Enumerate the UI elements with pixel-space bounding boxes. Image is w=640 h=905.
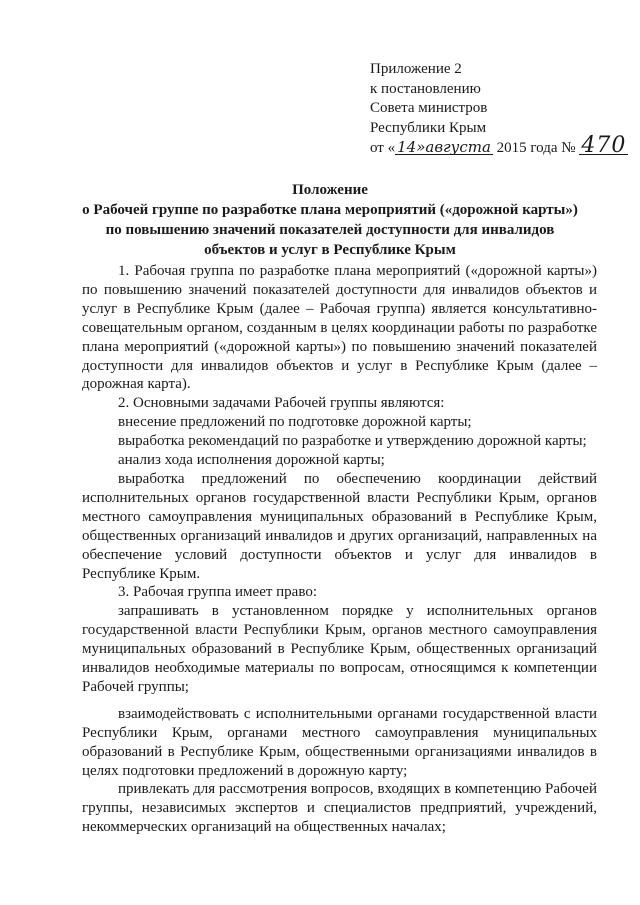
- title-line-3: по повышению значений показателей доступности для инвалидов: [105, 222, 555, 238]
- appendix-label: Приложение 2: [370, 61, 462, 77]
- appendix-council: Совета министров: [370, 100, 488, 116]
- paragraph-10: привлекать для рассмотрения вопросов, входящих в компетенцию Рабочей группы, независимых экспертов и специалистов предприятий, учреждений, некоммерческих организаций на общественных началах;: [82, 781, 597, 836]
- handwritten-date: 14»августа: [397, 138, 491, 156]
- document-title: [60, 180, 600, 260]
- paragraph-2: 2. Основными задачами Рабочей группы являются:: [118, 395, 445, 412]
- date-year: 2015 года №: [496, 140, 576, 156]
- appendix-republic: Республики Крым: [370, 119, 487, 136]
- title-line-2: о Рабочей группе по разработке плана мероприятий («дорожной карты»): [82, 202, 578, 218]
- title-line-1: Положение: [292, 182, 368, 198]
- paragraph-1: 1. Рабочая группа по разработке плана мероприятий («дорожной карты») по повышению значений показателей доступности для инвалидов объектов и услуг в Республике Крым (далее – Рабочая группа) является консультативно-совещательным органом, созданным в целях координации работы по разработке плана мероприятий («дорожной карты») по повышению значений показателей доступности для инвалидов объектов и услуг в Республике Крым (далее – дорожная карта).: [82, 263, 597, 393]
- paragraph-5: анализ хода исполнения дорожной карты;: [118, 452, 385, 469]
- paragraph-7: 3. Рабочая группа имеет право:: [118, 584, 317, 601]
- document-body: [82, 262, 597, 837]
- paragraph-6: выработка предложений по обеспечению координации действий исполнительных органов государственной власти Республики Крым, органов местного самоуправления муниципальных образований в Республике Крым, общественных организаций инвалидов и других организаций, направленных на обеспечение условий доступности объектов и услуг для инвалидов в Республике Крым.: [82, 470, 597, 582]
- paragraph-3: внесение предложений по подготовке дорожной карты;: [118, 414, 472, 431]
- paragraph-9: взаимодействовать с исполнительными органами государственной власти Республики Крым, органами местного самоуправления муниципальных образований в Республике Крым, общественными организациями инвалидов в целях подготовки предложений в дорожную карту;: [82, 705, 597, 779]
- paragraph-4: выработка рекомендаций по разработке и утверждению дорожной карты;: [118, 433, 587, 450]
- title-line-4: объектов и услуг в Республике Крым: [204, 242, 456, 258]
- paragraph-8: запрашивать в установленном порядке у исполнительных органов государственной власти Республики Крым, органов местного самоуправления муниципальных образований в Республике Крым, общественных организаций инвалидов необходимые материалы по вопросам, относящимся к компетенции Рабочей группы;: [82, 603, 597, 695]
- appendix-header: [370, 60, 627, 159]
- appendix-date-line: [370, 133, 627, 159]
- handwritten-number: 470: [581, 133, 627, 158]
- date-prefix: от «: [370, 140, 396, 156]
- appendix-resolution: к постановлению: [370, 80, 481, 97]
